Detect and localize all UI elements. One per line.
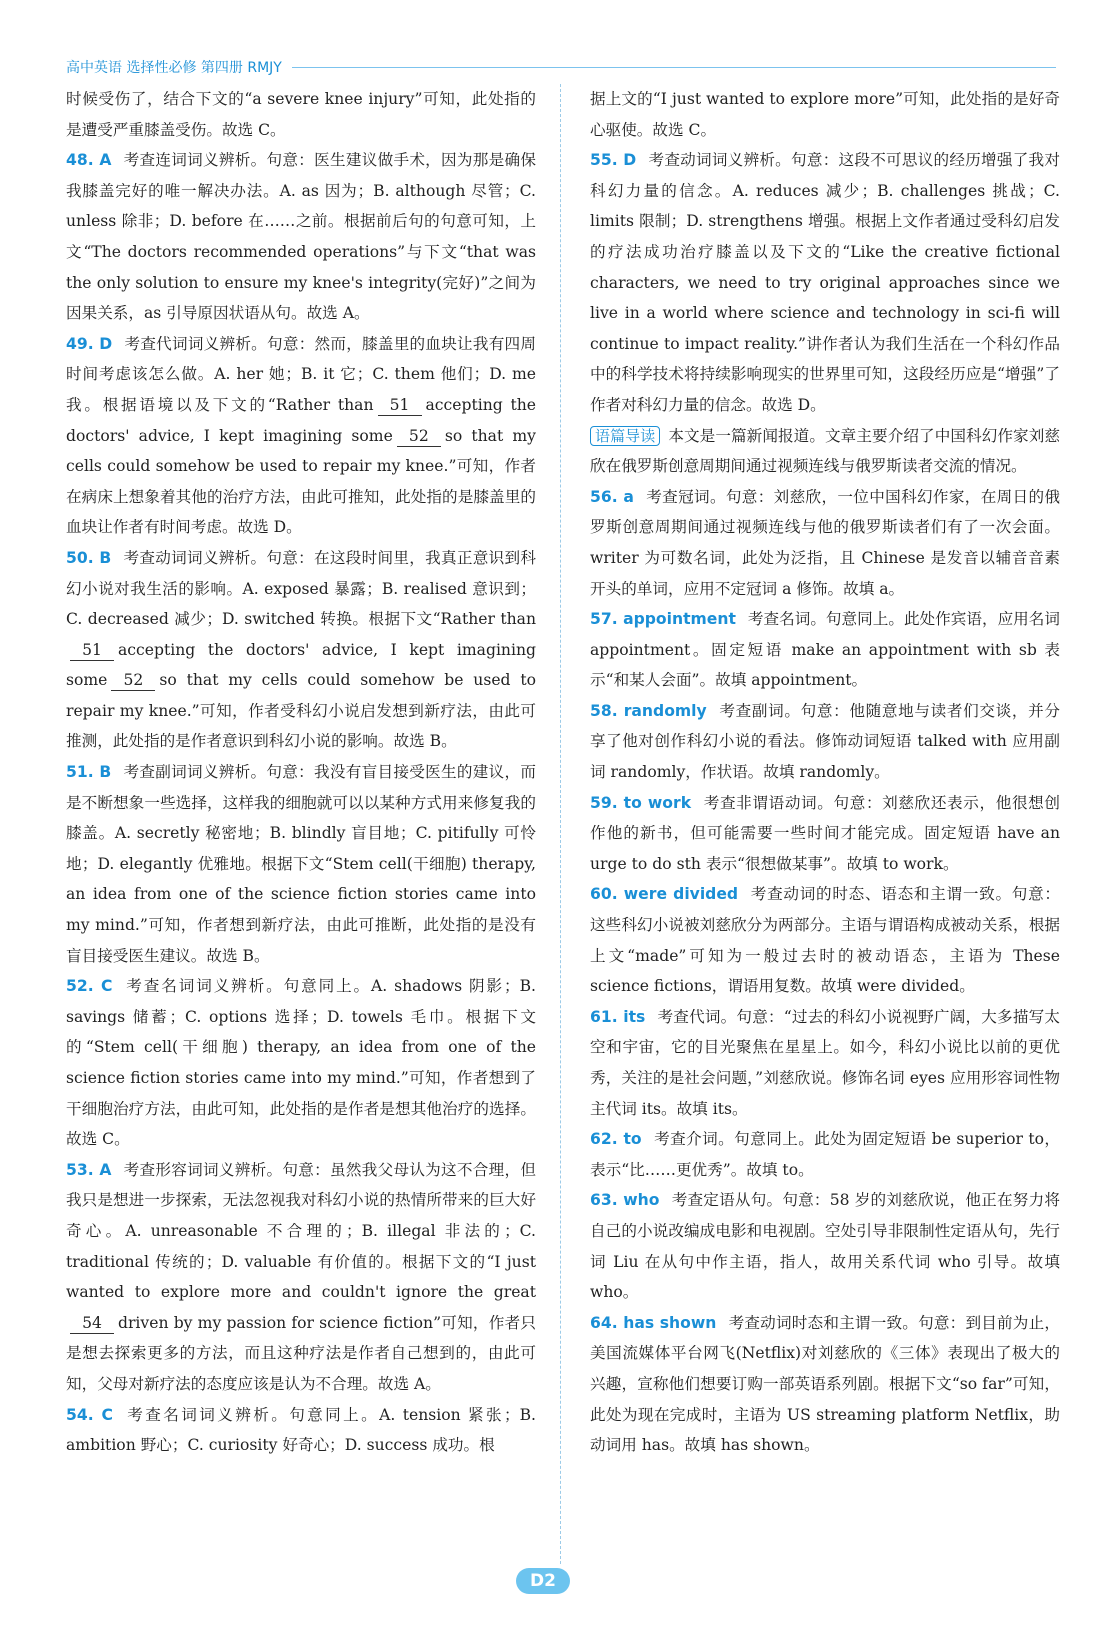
answer-61 [590,1002,1060,1124]
answer-number: 49. D [66,334,113,353]
answer-number: 63. who [590,1191,660,1210]
answer-text: 考查名词词义辨析。句意同上。A. shadows 阴影；B. savings 储蓄；C. options 选择；D. towels 毛巾。根据下文的“Stem cell(干细胞) therapy, an idea from one of the science fiction stories came into my mind.”可知，作者想到了干细胞治疗方法，由此可知，此处指的是作者是想其他治疗的选择。故选 C。 [66,977,536,1149]
answer-text: 考查动词词义辨析。句意：在这段时间里，我真正意识到科幻小说对我生活的影响。A. exposed 暴露；B. realised 意识到；C. decreased 减少；D. switched 转换。根据下文“Rather than [66,548,536,629]
answer-number: 50. B [66,548,112,567]
blank-number: 51 [378,395,422,416]
answer-64 [590,1308,1060,1461]
answer-text: 考查名词词义辨析。句意同上。A. tension 紧张；B. ambition 野心；C. curiosity 好奇心；D. success 成功。根 [66,1405,537,1455]
answer-number: 54. C [66,1405,113,1424]
answer-text: 考查介词。句意同上。此处为固定短语 be superior to，表示“比……更优秀”。故填 to。 [590,1130,1060,1179]
passage-guide [590,421,1060,482]
answer-number: 48. A [66,151,112,170]
answer-number: 62. to [590,1130,642,1149]
header-rule [292,67,1056,68]
right-column [590,84,1060,1461]
answer-59 [590,788,1060,880]
answer-text: 考查非谓语动词。句意：刘慈欣还表示，他很想创作他的新书，但可能需要一些时间才能完成。固定短语 have an urge to do sth 表示“很想做某事”。故填 to work。 [590,793,1060,873]
answer-text: so that my cells could somehow be used to repair my knee.”可知，作者受科幻小说启发想到新疗法，由此可推测，此处指的是作者意识到科幻小说的影响。故选 B。 [66,671,536,751]
answer-continued [66,84,536,145]
blank-number: 52 [111,670,155,691]
answer-49 [66,329,536,543]
answer-53 [66,1155,536,1400]
answer-text: 考查动词时态和主谓一致。句意：到目前为止，美国流媒体平台网飞(Netflix)对刘慈欣的《三体》表现出了极大的兴趣，宣称他们想要订购一部英语系列剧。根据下文“so far”可知，此处为现在完成时，主语为 US streaming platform Netflix，助动词用 has。故填 has shown。 [590,1313,1060,1455]
answer-50 [66,543,536,757]
answer-54 [66,1400,536,1461]
page-number-badge: D2 [516,1568,570,1594]
answer-text: 时候受伤了，结合下文的“a severe knee injury”可知，此处指的是遭受严重膝盖受伤。故选 C。 [66,90,536,139]
header-title: 高中英语 选择性必修 第四册 RMJY [66,60,282,76]
answer-text: 考查形容词词义辨析。句意：虽然我父母认为这不合理，但我只是想进一步探索，无法忽视我对科幻小说的热情所带来的巨大好奇心。A. unreasonable 不合理的；B. illegal 非法的；C. traditional 传统的；D. valuable 有价值的。根据下文的“I just wanted to explore more and couldn't ignore the great [66,1160,536,1302]
answer-text: 考查动词词义辨析。句意：这段不可思议的经历增强了我对科幻力量的信念。A. reduces 减少；B. challenges 挑战；C. limits 限制；D. strengthens 增强。根据上文作者通过受科幻启发的疗法成功治疗膝盖以及下文的“Like the creative fictional characters, we need to try original approaches since we live in a world where science and technology in sci-fi will continue to impact reality.”讲作者认为我们生活在一个科幻作品中的科学技术将持续影响现实的世界里可知，这段经历应是“增强”了作者对科幻力量的信念。故选 D。 [590,151,1060,414]
passage-guide-tag: 语篇导读 [590,426,660,446]
blank-number: 52 [397,426,441,447]
left-column [66,84,536,1461]
answer-51 [66,757,536,971]
answer-continued [590,84,1060,145]
answer-text: 考查副词词义辨析。句意：我没有盲目接受医生的建议，而是不断想象一些选择，这样我的细胞就可以以某种方式用来修复我的膝盖。A. secretly 秘密地；B. blindly 盲目地；C. pitifully 可怜地；D. elegantly 优雅地。根据下文“Stem cell(干细胞) therapy, an idea from one of the science fiction stories came into my mind.”可知，作者想到新疗法，由此可推断，此处指的是没有盲目接受医生建议。故选 B。 [66,763,536,965]
passage-guide-text: 本文是一篇新闻报道。文章主要介绍了中国科幻作家刘慈欣在俄罗斯创意周期间通过视频连线与俄罗斯读者交流的情况。 [590,426,1060,476]
answer-text: 考查定语从句。句意：58 岁的刘慈欣说，他正在努力将自己的小说改编成电影和电视剧。空处引导非限制性定语从句，先行词 Liu 在从句中作主语，指人，故用关系代词 who 引导。故填 who。 [590,1191,1060,1302]
answer-text: 考查动词的时态、语态和主谓一致。句意：这些科幻小说被刘慈欣分为两部分。主语与谓语构成被动关系，根据上文“made”可知为一般过去时的被动语态，主语为 These science fictions，谓语用复数。故填 were divided。 [590,885,1060,996]
answer-52 [66,971,536,1155]
answer-number: 53. A [66,1160,112,1179]
blank-number: 51 [70,640,114,661]
answer-text: driven by my passion for science fiction”可知，作者只是想去探索更多的方法，而且这种疗法是作者自己想到的，由此可知，父母对新疗法的态度应该是认为不合理。故选 A。 [66,1313,536,1393]
blank-number: 54 [70,1313,114,1334]
answer-text: 考查代词词义辨析。句意：然而，膝盖里的血块让我有四周时间考虑该怎么做。A. her 她；B. it 它；C. them 他们；D. me 我。根据语境以及下文的“Rather than [66,334,536,414]
answer-text: 考查连词词义辨析。句意：医生建议做手术，因为那是确保我膝盖完好的唯一解决办法。A. as 因为；B. although 尽管；C. unless 除非；D. before 在……之前。根据前后句的句意可知，上文“The doctors recommended operations”与下文“that was the only solution to ensure my knee's integrity(完好)”之间为因果关系，as 引导原因状语从句。故选 A。 [66,151,536,323]
answer-number: 60. were divided [590,885,739,904]
answer-number: 55. D [590,151,637,170]
answer-number: 58. randomly [590,701,707,720]
answer-57 [590,604,1060,696]
answer-text: 据上文的“I just wanted to explore more”可知，此处指的是好奇心驱使。故选 C。 [590,90,1060,139]
answer-text: accepting the doctors' advice, I kept imagining some [66,640,536,690]
answer-number: 57. appointment [590,610,736,629]
answer-text: 考查名词。句意同上。此处作宾语，应用名词 appointment。固定短语 make an appointment with sb 表示“和某人会面”。故填 appointment。 [590,610,1060,690]
answer-55 [590,145,1060,420]
answer-number: 59. to work [590,793,692,812]
answer-number: 64. has shown [590,1313,717,1332]
answer-text: 考查冠词。句意：刘慈欣，一位中国科幻作家，在周日的俄罗斯创意周期间通过视频连线与他的俄罗斯读者们有了一次会面。writer 为可数名词，此处为泛指，且 Chinese 是发音以辅音音素开头的单词，应用不定冠词 a 修饰。故填 a。 [590,487,1060,598]
answer-62 [590,1124,1060,1185]
answer-48 [66,145,536,329]
answer-number: 56. a [590,487,634,506]
answer-63 [590,1185,1060,1307]
answer-60 [590,879,1060,1001]
column-divider [560,84,561,1564]
answer-number: 51. B [66,763,112,782]
answer-text: accepting the doctors' advice, I kept imagining some [66,395,536,445]
answer-text: 考查副词。句意：他随意地与读者们交谈，并分享了他对创作科幻小说的看法。修饰动词短语 talked with 应用副词 randomly，作状语。故填 randomly。 [590,701,1060,782]
answer-58 [590,696,1060,788]
answer-number: 61. its [590,1007,646,1026]
answer-number: 52. C [66,977,113,996]
answer-text: 考查代词。句意：“过去的科幻小说视野广阔，大多描写太空和宇宙，它的目光聚焦在星星上。如今，科幻小说比以前的更优秀，关注的是社会问题，”刘慈欣说。修饰名词 eyes 应用形容词性物主代词 its。故填 its。 [590,1007,1060,1118]
page-header [66,56,1056,78]
answer-text: so that my cells could somehow be used to repair my knee.”可知，作者在病床上想象着其他的治疗方法，由此可推知，此处指的是膝盖里的血块让作者有时间考虑。故选 D。 [66,426,536,537]
answer-56 [590,482,1060,604]
